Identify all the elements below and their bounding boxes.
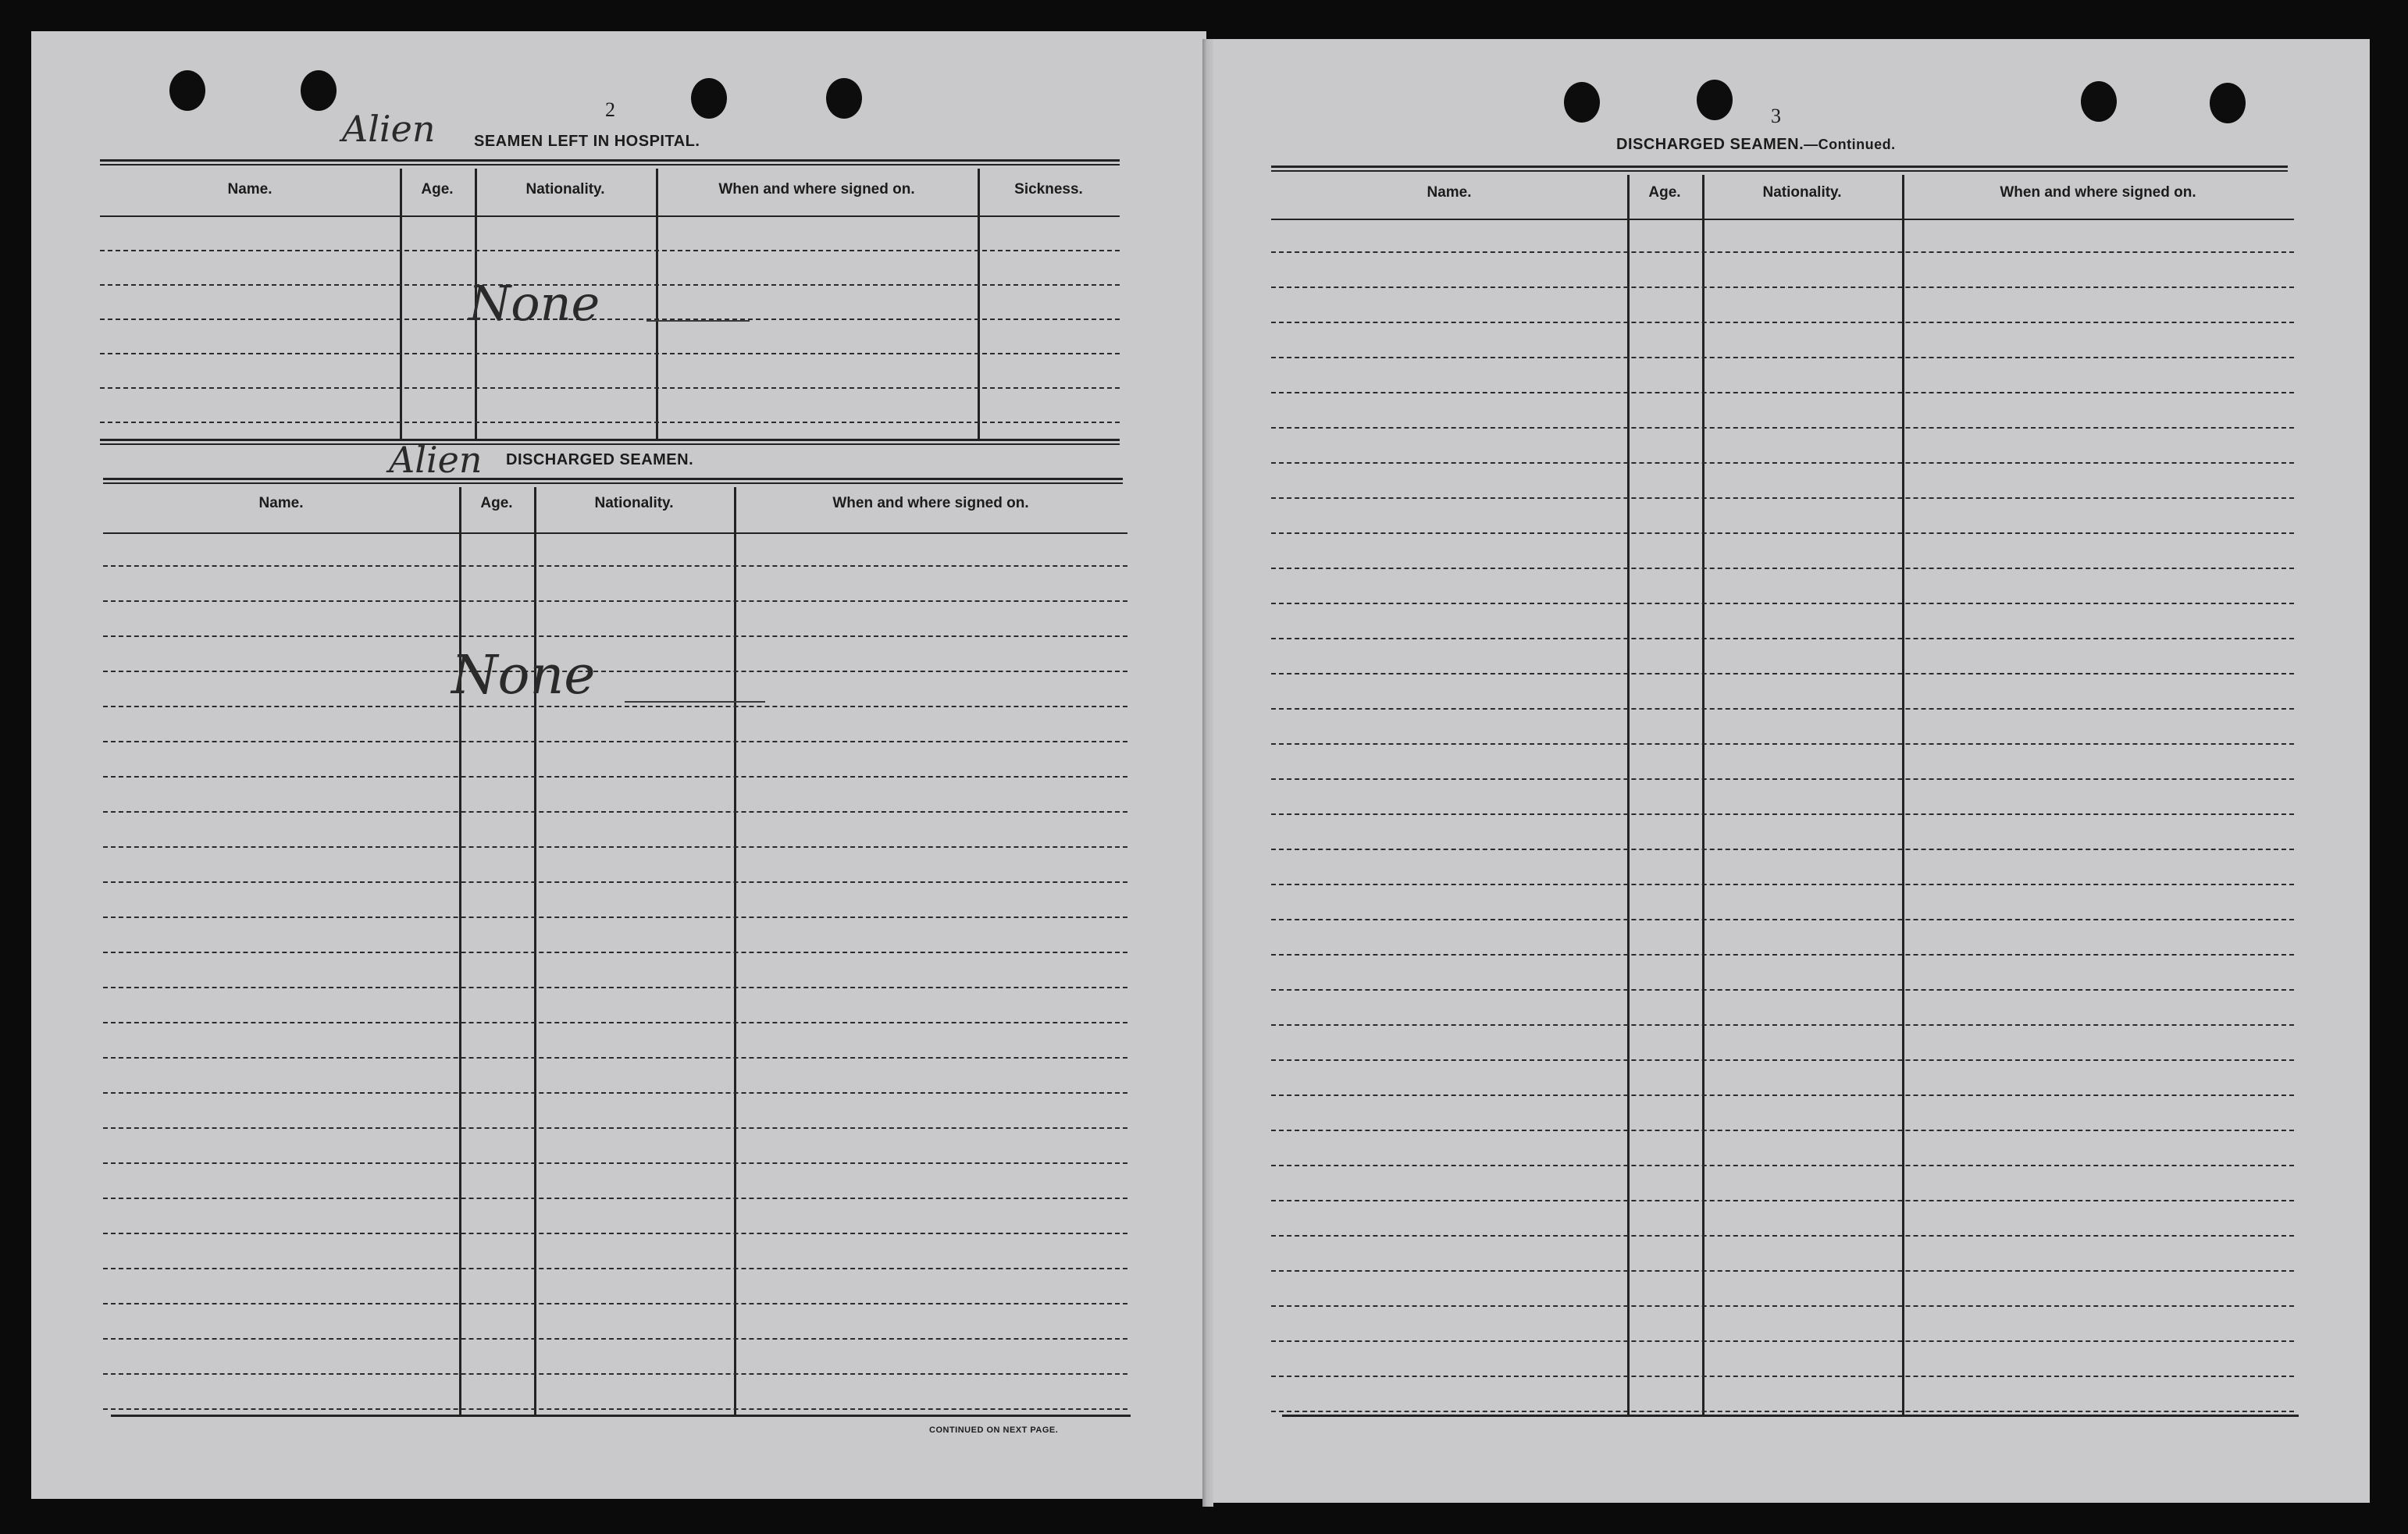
entry-line bbox=[103, 600, 1127, 602]
entry-line bbox=[103, 916, 1127, 918]
entry-line bbox=[1271, 778, 2294, 780]
column-header-age: Age. bbox=[480, 495, 513, 511]
section-rule bbox=[100, 439, 1120, 445]
entry-line bbox=[103, 881, 1127, 883]
entry-line bbox=[1271, 673, 2294, 674]
entry-line bbox=[1271, 1024, 2294, 1026]
column-divider bbox=[1627, 175, 1630, 1415]
page-bottom-rule bbox=[111, 1415, 1131, 1417]
entry-line bbox=[1271, 1411, 2294, 1412]
column-header-age: Age. bbox=[1648, 184, 1681, 201]
entry-line bbox=[1271, 849, 2294, 850]
entry-line bbox=[1271, 322, 2294, 323]
header-underline bbox=[1271, 219, 2294, 220]
entry-line bbox=[1271, 251, 2294, 253]
column-divider bbox=[1702, 175, 1704, 1415]
entry-line bbox=[1271, 532, 2294, 534]
column-divider bbox=[400, 169, 402, 439]
column-header-signed-on: When and where signed on. bbox=[718, 181, 915, 198]
entry-line bbox=[1271, 1340, 2294, 1342]
entry-line bbox=[103, 1092, 1127, 1094]
discharged-continued-table bbox=[1271, 175, 2294, 1415]
page-fold bbox=[1202, 39, 1213, 1507]
page-number: 2 bbox=[605, 98, 615, 121]
section-rule bbox=[100, 159, 1120, 166]
header-underline bbox=[103, 532, 1127, 534]
entry-line bbox=[103, 565, 1127, 567]
entry-line bbox=[103, 811, 1127, 813]
column-header-name: Name. bbox=[227, 181, 273, 198]
entry-line bbox=[103, 1408, 1127, 1410]
entry-line bbox=[1271, 392, 2294, 393]
punch-hole bbox=[169, 70, 205, 111]
entry-line bbox=[1271, 1059, 2294, 1061]
entry-line bbox=[1271, 954, 2294, 956]
entry-line bbox=[1271, 1200, 2294, 1201]
punch-hole bbox=[1697, 80, 1733, 120]
column-header-nationality: Nationality. bbox=[1762, 184, 1842, 201]
entry-line bbox=[1271, 462, 2294, 464]
handwritten-annotation: Alien bbox=[389, 439, 483, 481]
entry-line bbox=[103, 741, 1127, 742]
handwritten-stroke bbox=[647, 320, 750, 322]
column-header-name: Name. bbox=[258, 495, 304, 511]
entry-line bbox=[103, 987, 1127, 988]
section-title-hospital: SEAMEN LEFT IN HOSPITAL. bbox=[474, 133, 700, 150]
entry-line bbox=[1271, 568, 2294, 569]
column-header-age: Age. bbox=[421, 181, 454, 198]
column-divider bbox=[734, 487, 736, 1415]
entry-line bbox=[103, 1162, 1127, 1164]
column-divider bbox=[656, 169, 658, 439]
punch-hole bbox=[301, 70, 337, 111]
column-header-signed-on: When and where signed on. bbox=[2000, 184, 2196, 201]
entry-line bbox=[1271, 1270, 2294, 1272]
entry-line bbox=[1271, 1376, 2294, 1377]
entry-line bbox=[103, 1127, 1127, 1129]
entry-line bbox=[1271, 1235, 2294, 1237]
entry-line bbox=[100, 422, 1120, 423]
section-title-discharged-continued bbox=[1616, 136, 1896, 154]
entry-line bbox=[1271, 813, 2294, 815]
column-divider bbox=[978, 169, 980, 439]
entry-line bbox=[103, 635, 1127, 637]
entry-line bbox=[1271, 708, 2294, 710]
handwritten-entry: None bbox=[468, 275, 600, 332]
entry-line bbox=[100, 284, 1120, 286]
entry-line bbox=[1271, 919, 2294, 920]
entry-line bbox=[1271, 427, 2294, 429]
entry-line bbox=[103, 952, 1127, 953]
entry-line bbox=[1271, 603, 2294, 604]
entry-line bbox=[103, 1338, 1127, 1340]
entry-line bbox=[1271, 287, 2294, 288]
column-divider bbox=[459, 487, 461, 1415]
entry-line bbox=[103, 1022, 1127, 1023]
page-bottom-rule bbox=[1282, 1415, 2299, 1417]
handwritten-entry: None bbox=[451, 645, 596, 706]
punch-hole bbox=[2081, 81, 2117, 122]
entry-line bbox=[1271, 743, 2294, 745]
entry-line bbox=[1271, 357, 2294, 358]
entry-line bbox=[1271, 884, 2294, 885]
entry-line bbox=[100, 319, 1120, 320]
column-header-nationality: Nationality. bbox=[594, 495, 674, 511]
entry-line bbox=[1271, 638, 2294, 639]
punch-hole bbox=[2210, 83, 2246, 123]
title-continued: —Continued. bbox=[1804, 137, 1896, 152]
entry-line bbox=[1271, 1094, 2294, 1096]
column-divider bbox=[1902, 175, 1904, 1415]
entry-line bbox=[1271, 1165, 2294, 1166]
entry-line bbox=[103, 1057, 1127, 1059]
entry-line bbox=[103, 1303, 1127, 1304]
entry-line bbox=[103, 706, 1127, 707]
handwritten-stroke bbox=[625, 701, 765, 703]
hospital-table bbox=[100, 169, 1120, 439]
punch-hole bbox=[1564, 82, 1600, 123]
title-text: DISCHARGED SEAMEN. bbox=[1616, 136, 1804, 153]
entry-line bbox=[103, 671, 1127, 672]
entry-line bbox=[103, 1268, 1127, 1269]
discharged-table bbox=[103, 487, 1127, 1415]
entry-line bbox=[100, 353, 1120, 354]
column-header-nationality: Nationality. bbox=[525, 181, 605, 198]
entry-line bbox=[103, 1198, 1127, 1199]
entry-line bbox=[100, 387, 1120, 389]
page-number: 3 bbox=[1771, 105, 1781, 127]
entry-line bbox=[103, 1373, 1127, 1375]
entry-line bbox=[1271, 1305, 2294, 1307]
section-rule bbox=[1271, 166, 2288, 172]
continued-footer: CONTINUED ON NEXT PAGE. bbox=[929, 1425, 1059, 1435]
entry-line bbox=[103, 1233, 1127, 1234]
punch-hole bbox=[826, 78, 862, 119]
column-header-signed-on: When and where signed on. bbox=[832, 495, 1029, 511]
entry-line bbox=[1271, 989, 2294, 991]
header-underline bbox=[100, 215, 1120, 217]
entry-line bbox=[1271, 1130, 2294, 1131]
handwritten-annotation: Alien bbox=[342, 108, 436, 150]
section-title-discharged: DISCHARGED SEAMEN. bbox=[506, 451, 694, 468]
entry-line bbox=[100, 250, 1120, 251]
punch-hole bbox=[691, 78, 727, 119]
column-divider bbox=[534, 487, 536, 1415]
entry-line bbox=[1271, 497, 2294, 499]
entry-line bbox=[103, 846, 1127, 848]
column-header-sickness: Sickness. bbox=[1014, 181, 1083, 198]
column-header-name: Name. bbox=[1427, 184, 1472, 201]
section-rule bbox=[103, 478, 1123, 484]
entry-line bbox=[103, 776, 1127, 778]
